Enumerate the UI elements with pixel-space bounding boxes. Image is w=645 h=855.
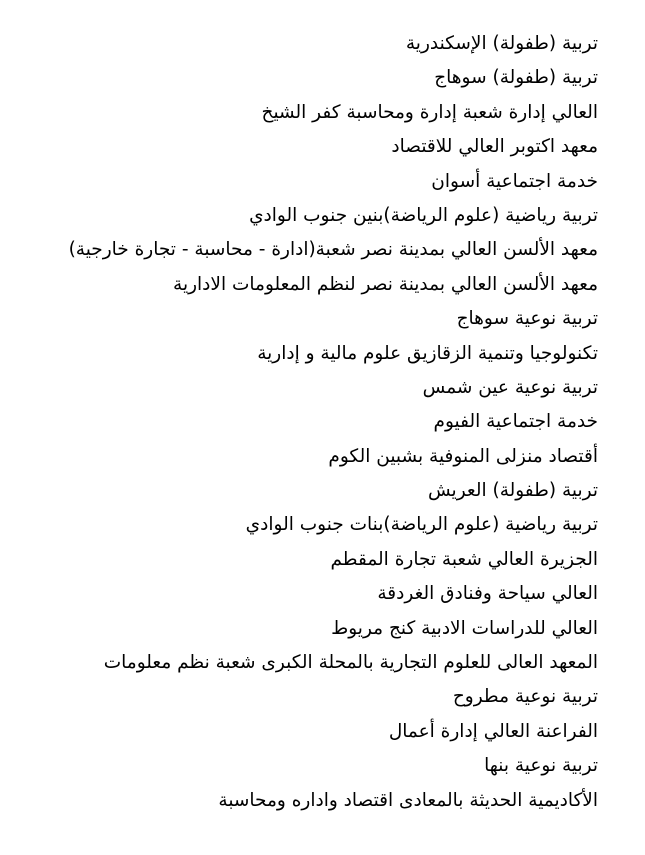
text-line-13: أقتصاد منزلى المنوفية بشبين الكوم [328,445,598,467]
text-line-14: تربية (طفولة) العريش [427,480,598,502]
text-line-17: العالي سياحة وفنادق الغردقة [377,583,598,605]
text-line-12: خدمة اجتماعية الفيوم [433,411,598,433]
text-line-20: تربية نوعية مطروح [452,686,598,708]
text-line-11: تربية نوعية عين شمس [422,376,598,398]
text-line-15: تربية رياضية (علوم الرياضة)بنات جنوب الوادي [245,514,598,536]
text-line-6: تربية رياضية (علوم الرياضة)بنين جنوب الوادي [249,204,598,226]
text-line-8: معهد الألسن العالي بمدينة نصر لنظم المعلومات الادارية [173,273,598,295]
text-line-1: تربية (طفولة) الإسكندرية [405,33,598,54]
text-line-23: الأكاديمية الحديثة بالمعادى اقتصاد واداره ومحاسبة [218,789,598,811]
text-line-7: معهد الألسن العالي بمدينة نصر شعبة(ادارة - محاسبة - تجارة خارجية) [68,239,598,261]
text-line-4: معهد اكتوبر العالي للاقتصاد [391,136,598,158]
text-line-22: تربية نوعية بنها [484,755,598,777]
text-line-5: خدمة اجتماعية أسوان [431,170,598,192]
text-line-21: الفراعنة العالي إدارة أعمال [388,720,598,742]
text-line-10: تكنولوجيا وتنمية الزقازيق علوم مالية و إدارية [257,342,598,364]
text-line-9: تربية نوعية سوهاج [456,308,598,330]
document-body [18,27,598,818]
text-line-16: الجزيرة العالي شعبة تجارة المقطم [330,548,598,570]
text-line-19: المعهد العالى للعلوم التجارية بالمحلة الكبرى شعبة نظم معلومات [103,652,598,674]
text-line-2: تربية (طفولة) سوهاج [434,67,598,89]
text-line-18: العالي للدراسات الادبية كنج مريوط [331,617,598,639]
text-line-3: العالي إدارة شعبة إدارة ومحاسبة كفر الشيخ [261,101,598,123]
